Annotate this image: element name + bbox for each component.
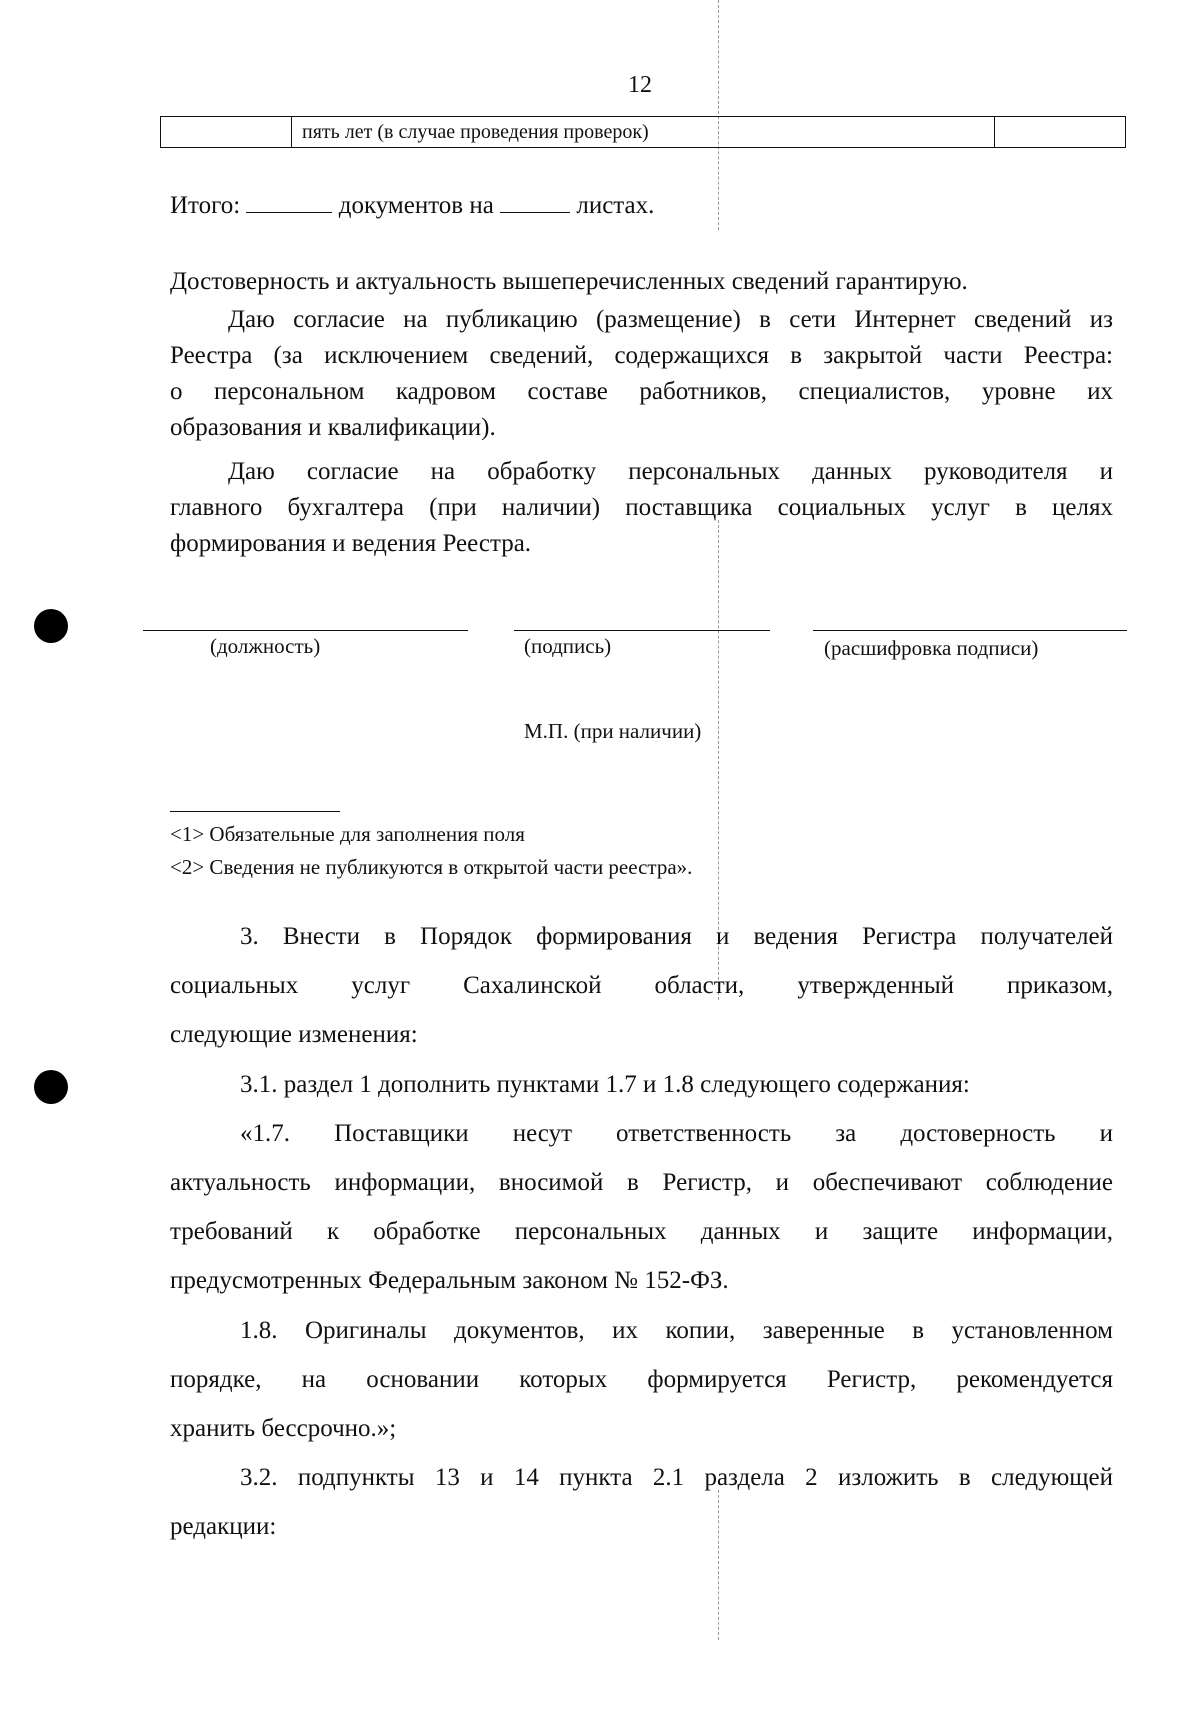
item-3-line-1: 3. Внести в Порядок формирования и ведения Регистра получателей (240, 923, 1113, 950)
punch-hole-bottom (34, 1070, 68, 1104)
decryption-signature-line (813, 630, 1127, 631)
position-signature-line (143, 630, 468, 631)
item-3-2-line-1: 3.2. подпункты 13 и 14 пункта 2.1 раздела 2 изложить в следующей (240, 1464, 1113, 1491)
consent-publication-line-2: Реестра (за исключением сведений, содержащихся в закрытой части Реестра: (170, 342, 1113, 369)
signature-line (514, 630, 770, 631)
decryption-label: (расшифровка подписи) (824, 636, 1039, 660)
item-3-line-3: следующие изменения: (170, 1021, 418, 1048)
sheets-count-blank (500, 211, 570, 213)
total-suffix: листах. (576, 192, 655, 219)
total-middle: документов на (338, 192, 494, 219)
item-1-7-line-3: требований к обработке персональных данных и защите информации, (170, 1218, 1113, 1245)
consent-processing-line-2: главного бухгалтера (при наличии) поставщика социальных услуг в целях (170, 494, 1113, 521)
total-prefix: Итого: (170, 192, 241, 219)
page-number: 12 (628, 72, 652, 98)
footnote-2: <2> Сведения не публикуются в открытой части реестра». (170, 855, 693, 879)
consent-publication-line-1: Даю согласие на публикацию (размещение) в сети Интернет сведений из (228, 306, 1113, 333)
signature-label: (подпись) (524, 634, 612, 658)
item-1-7-line-2: актуальность информации, вносимой в Регистр, и обеспечивают соблюдение (170, 1169, 1113, 1196)
item-1-8-line-1: 1.8. Оригиналы документов, их копии, заверенные в установленном (240, 1317, 1113, 1344)
scan-fold-line-bottom (718, 1490, 719, 1640)
documents-count-blank (246, 211, 332, 213)
table-cell-1 (161, 117, 292, 148)
footnote-separator (170, 811, 340, 812)
item-3-2-line-2: редакции: (170, 1513, 277, 1540)
item-3-line-2: социальных услуг Сахалинской области, утвержденный приказом, (170, 972, 1113, 999)
consent-processing-line-1: Даю согласие на обработку персональных данных руководителя и (228, 458, 1113, 485)
stamp-label: М.П. (при наличии) (524, 719, 702, 743)
total-line (170, 188, 654, 224)
punch-hole-top (34, 609, 68, 643)
footnote-1: <1> Обязательные для заполнения поля (170, 822, 525, 846)
table-cell-3 (995, 117, 1126, 148)
table-row (161, 117, 1126, 148)
consent-processing-line-3: формирования и ведения Реестра. (170, 530, 532, 557)
item-1-7-line-4: предусмотренных Федеральным законом № 152-ФЗ. (170, 1267, 729, 1294)
table-cell-2: пять лет (в случае проведения проверок) (292, 117, 995, 148)
item-1-7-line-1: «1.7. Поставщики несут ответственность за достоверность и (240, 1120, 1113, 1147)
item-1-8-line-2: порядке, на основании которых формируется Регистр, рекомендуется (170, 1366, 1113, 1393)
consent-publication-line-4: образования и квалификации). (170, 414, 496, 441)
guarantee-paragraph: Достоверность и актуальность вышеперечисленных сведений гарантирую. (170, 268, 968, 295)
table-fragment (160, 116, 1126, 148)
position-label: (должность) (210, 634, 321, 658)
item-1-8-line-3: хранить бессрочно.»; (170, 1415, 397, 1442)
item-3-1: 3.1. раздел 1 дополнить пунктами 1.7 и 1.8 следующего содержания: (240, 1071, 970, 1098)
scan-fold-line-top (718, 0, 719, 230)
consent-publication-line-3: о персональном кадровом составе работников, специалистов, уровне их (170, 378, 1113, 405)
